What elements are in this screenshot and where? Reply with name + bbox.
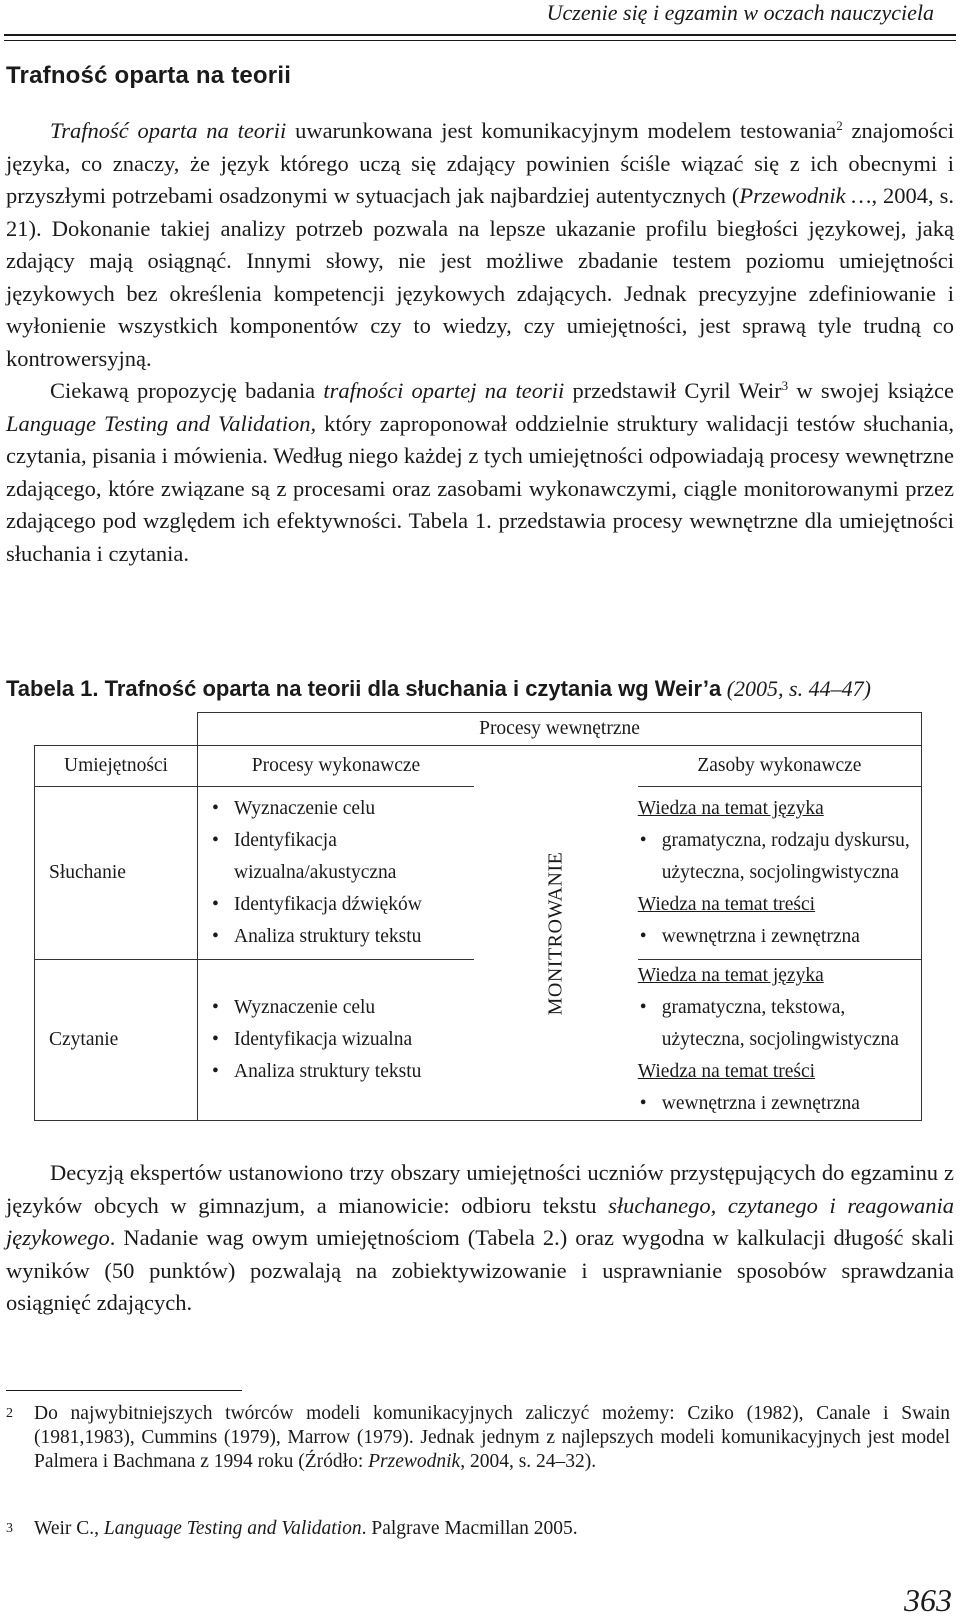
text-run: znajomości języka, co znaczy, że język którego uczą się zdający powinien ściśle wiązać się z ich obecnymi i przyszłymi potrzebami osadzonymi w sytuacjach jak najbardziej autentycznych (: [6, 118, 954, 208]
text-run: Weir C.,: [34, 1518, 104, 1539]
text-run: w swojej książce: [788, 378, 954, 403]
process-item: • Wyznaczenie celu: [234, 992, 474, 1024]
resource-heading: Wiedza na temat treści: [637, 1061, 816, 1082]
monitoring-cell: [474, 746, 638, 1121]
monitoring-label: MONITROWANIE: [544, 851, 567, 1015]
table-column-headers: [35, 746, 922, 787]
text-run: Do najwybitniejszych twórców modeli komunikacyjnych zaliczyć możemy: Cziko (1982), Canale i Swain (1981,1983), Cummins (1979), Marrow (1979). Jednak jednym z najlepszych modeli komunikacyjnych jest model Palmera i Bachmana z 1994 roku (Źródło:: [34, 1403, 950, 1472]
table-caption-source: (2005, s. 44–47): [721, 676, 871, 701]
resources-reading: [638, 960, 922, 1121]
footnote-number: 2: [6, 1406, 13, 1421]
running-header: Uczenie się i egzamin w oczach nauczyciela: [546, 0, 934, 25]
citation: Przewodnik: [368, 1451, 461, 1472]
footnote-3: [6, 1517, 950, 1541]
citation: Przewodnik …: [739, 183, 872, 208]
text-run: Decyzją ekspertów ustanowiono trzy obszary umiejętności uczniów przystępujących do egzaminu z języków obcych w gimnazjum, a mianowicie: odbioru tekstu: [6, 1160, 954, 1218]
header-processes: Procesy wykonawcze: [198, 746, 475, 787]
footnote-ref[interactable]: 2: [836, 118, 843, 133]
process-item: • Wyznaczenie celu: [234, 793, 474, 825]
term: słuchanego, czytanego i reagowania językowego: [6, 1192, 954, 1250]
body-text-bottom: [6, 1157, 954, 1320]
resource-heading: Wiedza na temat języka: [637, 798, 824, 819]
process-item: • Analiza struktury tekstu: [234, 921, 474, 953]
text-run: . Nadanie wag owym umiejętnościom (Tabela 2.) oraz wygodna w kalkulacji długość skali wyników (50 punktów) pozwalają na zobiektywizowanie i usprawnianie sposobów sprawdzania osiągnięć zdających.: [6, 1225, 954, 1315]
text-run: który zaproponował oddzielnie struktury walidacji testów słuchania, czytania, pisania i mówienia. Według niego każdej z tych umiejętności odpowiadają procesy wewnętrzne zdającego, które związane są z procesami oraz zasobami wykonawczymi, ciągle monitorowanymi przez zdającego pod względem ich efektywności. Tabela 1. przedstawia procesy wewnętrzne dla umiejętności słuchania i czytania.: [6, 410, 954, 566]
processes-reading: [198, 960, 475, 1121]
resource-item: • wewnętrzna i zewnętrzna: [662, 1088, 921, 1120]
process-item: • Identyfikacja dźwięków: [234, 889, 474, 921]
table-header-row: [35, 713, 922, 746]
header-skills: Umiejętności: [35, 746, 198, 787]
processes-listening: [198, 787, 475, 960]
paragraph-weir: [6, 375, 954, 570]
resource-heading: Wiedza na temat treści: [637, 894, 816, 915]
text-run: przedstawił Cyril Weir: [564, 378, 782, 403]
text-run: , 2004, s. 21). Dokonanie takiej analizy potrzeb pozwala na lepsze ukazanie profilu biegłości językowej, jaką zdający mają osiągnąć. Innymi słowy, nie jest możliwe zbadanie testem poziomu umiejętności językowych bez określenia kompetencji językowych zdających. Jednak precyzyjne zdefiniowanie i wyłonienie wszystkich komponentów czy to wiedzy, czy umiejętności, jest sprawą tyle trudną co kontrowersyjną.: [6, 183, 954, 371]
text-run: , 2004, s. 24–32).: [460, 1451, 597, 1472]
section-title: Trafność oparta na teorii: [6, 62, 292, 89]
resource-item: • gramatyczna, rodzaju dyskursu, użyteczna, socjolingwistyczna: [662, 825, 921, 889]
body-text-top: [6, 115, 954, 570]
processes-table: [34, 712, 922, 1121]
header-internal-processes: Procesy wewnętrzne: [198, 713, 922, 746]
text-run: uwarunkowana jest komunikacyjnym modelem testowania: [286, 118, 837, 143]
resource-item: • gramatyczna, tekstowa, użyteczna, socjolingwistyczna: [662, 992, 921, 1056]
footnote-2: [6, 1402, 950, 1474]
book-title: Language Testing and Validation,: [6, 410, 317, 436]
book-title: Language Testing and Validation: [103, 1518, 362, 1539]
footnote-number: 3: [6, 1521, 13, 1536]
process-item: • Identyfikacja wizualna: [234, 1024, 474, 1056]
page-number: 363: [904, 1582, 952, 1618]
header-resources: Zasoby wykonawcze: [638, 746, 922, 787]
resource-item: • wewnętrzna i zewnętrzna: [662, 921, 921, 953]
paragraph-construct-validity: [6, 115, 954, 375]
header-rule: [4, 34, 956, 36]
table-caption-label: Tabela 1. Trafność oparta na teorii dla słuchania i czytania wg Weir’a: [6, 676, 722, 701]
empty-corner: [35, 713, 198, 746]
text-run: Ciekawą propozycję badania: [50, 378, 324, 403]
term: Trafność oparta na teorii: [50, 118, 287, 143]
table-caption: [6, 676, 871, 702]
paragraph-experts: [6, 1157, 954, 1320]
text-run: . Palgrave Macmillan 2005.: [361, 1518, 578, 1539]
header-rule-thin: [4, 40, 956, 41]
process-item: • Analiza struktury tekstu: [234, 1056, 474, 1088]
resource-heading: Wiedza na temat języka: [637, 965, 824, 986]
term: trafności opartej na teorii: [323, 378, 565, 403]
skill-reading: Czytanie: [35, 960, 198, 1121]
footnote-divider: [6, 1390, 242, 1391]
footnote-ref[interactable]: 3: [781, 378, 789, 393]
resources-listening: [638, 787, 922, 960]
process-item: • Identyfikacja wizualna/akustyczna: [234, 825, 474, 889]
skill-listening: Słuchanie: [35, 787, 198, 960]
